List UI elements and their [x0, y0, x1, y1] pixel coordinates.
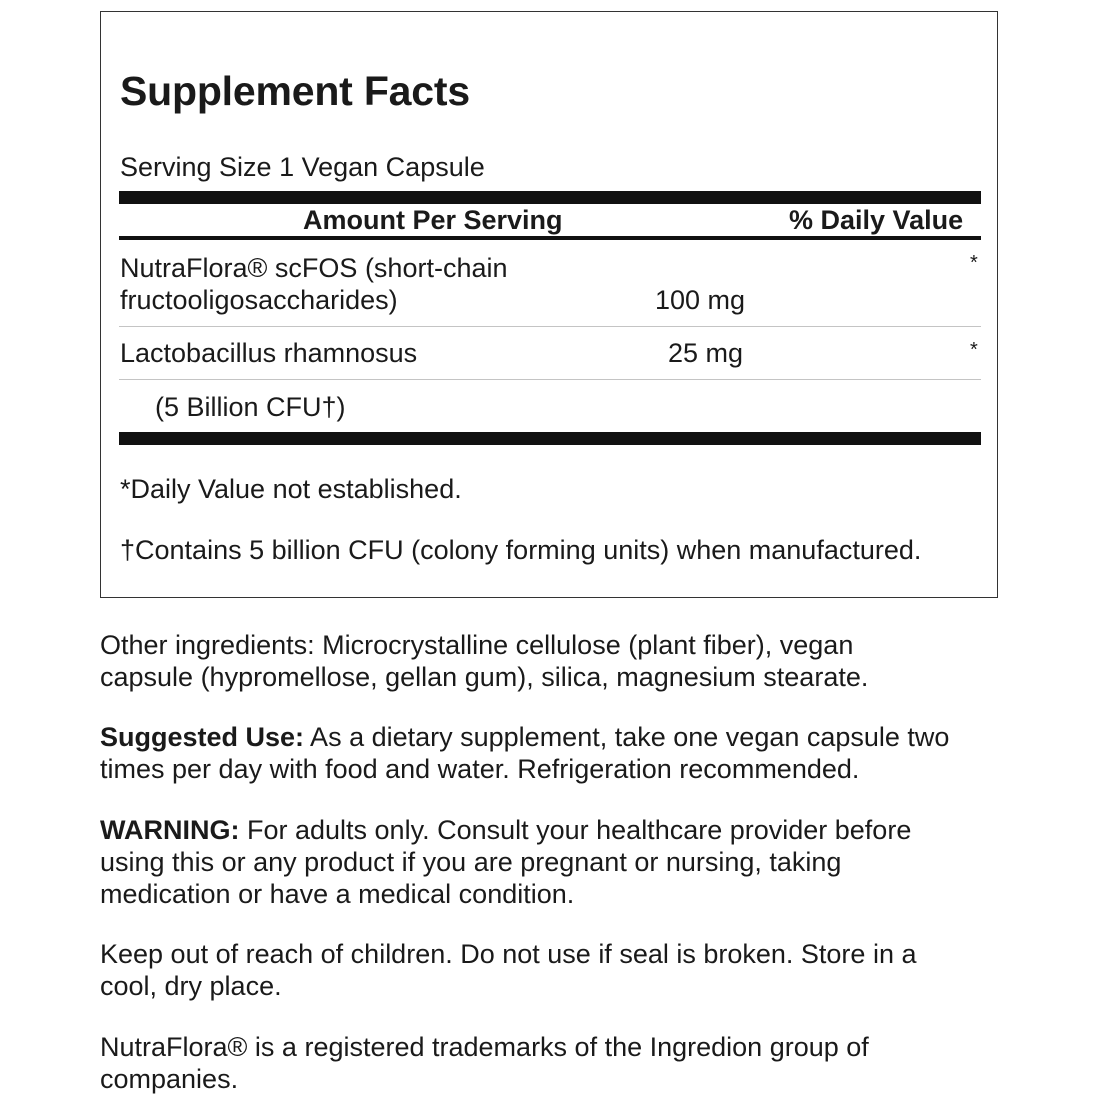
- suggested-use: [100, 721, 1020, 785]
- ingredient-name-line1: NutraFlora® scFOS (short-chain: [120, 253, 508, 283]
- other-ingredients-line2: capsule (hypromellose, gellan gum), silica, magnesium stearate.: [100, 662, 869, 692]
- header-amount-per-serving: Amount Per Serving: [303, 205, 563, 235]
- footnote-cfu: †Contains 5 billion CFU (colony forming units) when manufactured.: [120, 535, 922, 565]
- ingredient-amount: 25 mg: [668, 338, 744, 368]
- daily-value-asterisk: *: [970, 339, 978, 361]
- warning-line2: using this or any product if you are pregnant or nursing, taking: [100, 847, 842, 877]
- row-divider: [119, 379, 981, 380]
- suggested-use-text: As a dietary supplement, take one vegan capsule two: [304, 722, 950, 752]
- suggested-use-line2: times per day with food and water. Refrigeration recommended.: [100, 754, 860, 784]
- thick-rule-top: [119, 191, 981, 204]
- footnote-daily-value: *Daily Value not established.: [120, 474, 462, 504]
- serving-size: Serving Size 1 Vegan Capsule: [120, 152, 485, 182]
- trademark-line1: NutraFlora® is a registered trademarks of the Ingredion group of: [100, 1032, 869, 1062]
- other-ingredients: [100, 629, 1020, 693]
- facts-title: Supplement Facts: [120, 68, 470, 114]
- header-rule: [119, 236, 981, 240]
- warning-text: For adults only. Consult your healthcare provider before: [239, 815, 912, 845]
- warning-line3: medication or have a medical condition.: [100, 879, 575, 909]
- trademark-notice: [100, 1031, 1020, 1095]
- row-divider: [119, 326, 981, 327]
- storage-line1: Keep out of reach of children. Do not use if seal is broken. Store in a: [100, 939, 917, 969]
- header-daily-value: % Daily Value: [789, 205, 964, 235]
- ingredient-name-line2: fructooligosaccharides): [120, 285, 398, 315]
- warning: [100, 814, 1020, 910]
- storage-instructions: [100, 938, 1020, 1002]
- thick-rule-bottom: [119, 432, 981, 445]
- ingredient-name-line1: Lactobacillus rhamnosus: [120, 338, 418, 368]
- storage-line2: cool, dry place.: [100, 971, 282, 1001]
- other-ingredients-line1: Other ingredients: Microcrystalline cellulose (plant fiber), vegan: [100, 630, 854, 660]
- trademark-line2: companies.: [100, 1064, 239, 1094]
- daily-value-asterisk: *: [970, 252, 978, 274]
- suggested-use-label: Suggested Use:: [100, 722, 305, 752]
- ingredient-amount: 100 mg: [655, 285, 746, 315]
- ingredient-sub-line: (5 Billion CFU†): [155, 392, 346, 422]
- warning-label: WARNING:: [100, 815, 240, 845]
